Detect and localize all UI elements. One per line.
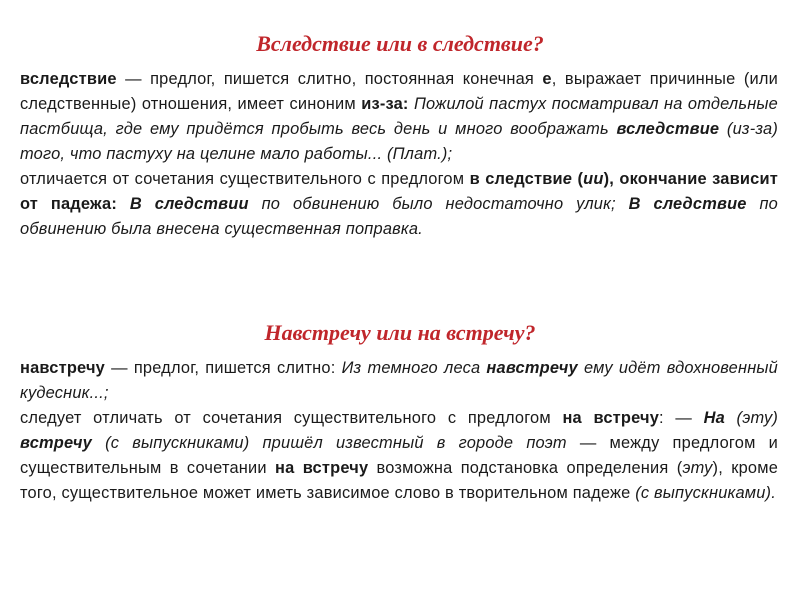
example-phrase: В следствии xyxy=(129,195,249,213)
section-navstrechu xyxy=(0,320,800,506)
section-vsledstvie xyxy=(0,31,800,242)
phrase: в следстви xyxy=(469,170,563,188)
example-phrase: В следствие xyxy=(628,195,747,213)
phrase: на встречу xyxy=(275,459,369,477)
phrase: на встречу xyxy=(562,409,660,427)
example-text: Пожилой пастух посматривал на отдельные пастбища, где ему придётся пробыть весь день и много воображать xyxy=(20,95,778,138)
term: вследствие xyxy=(20,70,117,88)
section-title: Навстречу или на встречу? xyxy=(264,320,536,345)
section-title: Вследствие или в следствие? xyxy=(256,31,544,56)
example-term: навстречу xyxy=(486,359,578,377)
distinction-paragraph: отличается от сочетания существительного с предлогом в следствие (ии), окончание зависит от падежа: В следствии по обвинению было недостаточно улик; В следствие по обвинению была внесена существенная поправка. xyxy=(20,170,778,238)
synonym: из-за: xyxy=(361,95,409,113)
distinction-paragraph: следует отличать от сочетания существительного с предлогом на встречу: — На (эту) встречу (с выпускниками) пришёл известный в городе поэт — между предлогом и существительным в сочетании на встречу возможна подстановка определения (эту), кроме того, существительное может иметь зависимое слово в творительном падеже (с выпускниками). xyxy=(20,409,779,502)
term: навстречу xyxy=(20,359,105,377)
example-text: Из темного леса xyxy=(341,359,487,377)
definition-paragraph: вследствие — предлог, пишется слитно, постоянная конечная е, выражает причинные (или следственные) отношения, имеет синоним из-за: Пожилой пастух посматривал на отдельные пастбища, где ему придётся пробыть весь день и много воображать вследствие (из-за) того, что пастуху на целине мало работы... (Плат.); xyxy=(20,70,778,163)
example-term: вследствие xyxy=(616,120,720,138)
definition-paragraph: навстречу — предлог, пишется слитно: Из темного леса навстречу ему идёт вдохновенный кудесник...; xyxy=(20,359,778,402)
